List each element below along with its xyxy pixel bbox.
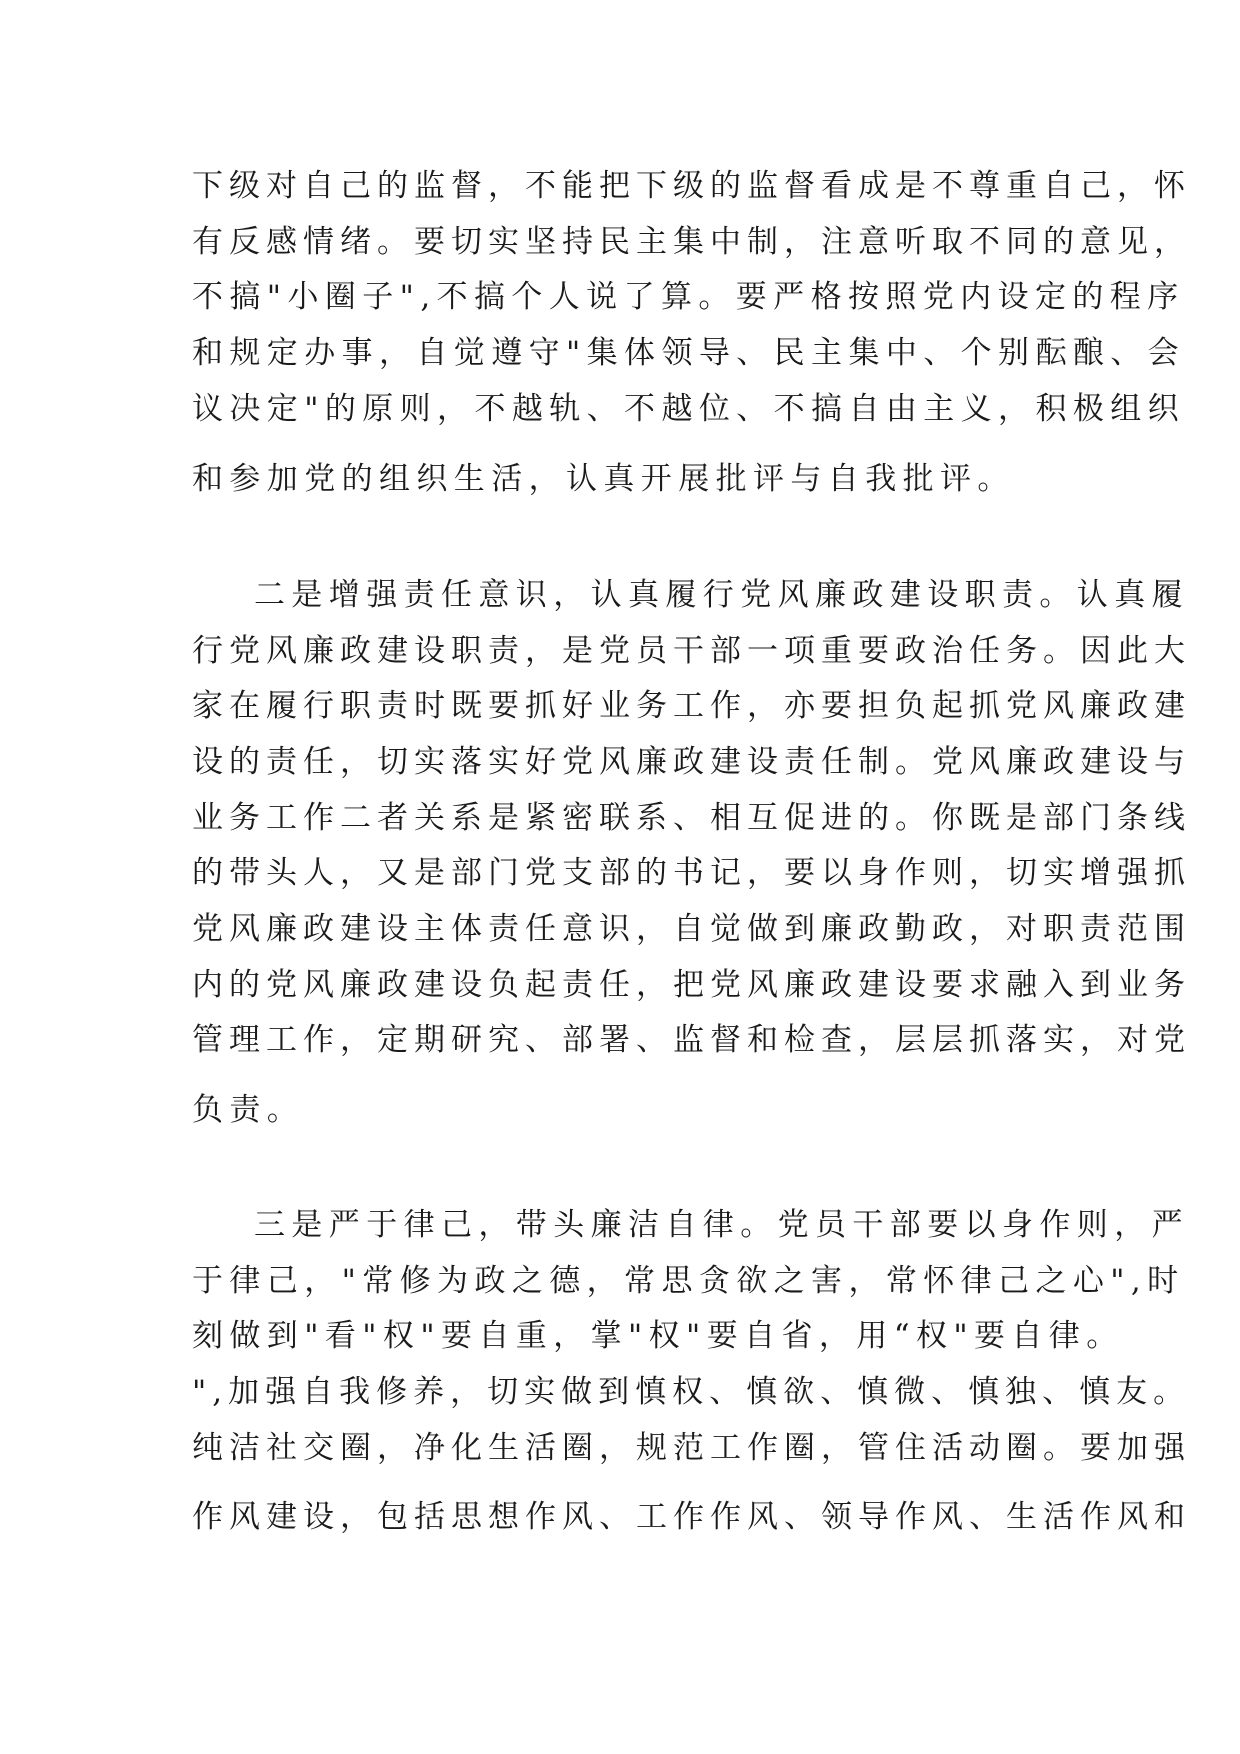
text-line: 负责。 — [192, 1092, 305, 1128]
text-line: 管理工作，定期研究、部署、监督和检查，层层抓落实，对党 — [192, 1022, 1191, 1058]
text-line: 下级对自己的监督，不能把下级的监督看成是不尊重自己，怀 — [192, 168, 1191, 204]
text-line: 设的责任，切实落实好党风廉政建设责任制。党风廉政建设与 — [192, 744, 1191, 780]
text-line: 的带头人，又是部门党支部的书记，要以身作则，切实增强抓 — [192, 855, 1191, 891]
text-line: ",加强自我修养，切实做到慎权、慎欲、慎微、慎独、慎友。 — [192, 1374, 1191, 1410]
text-line: 二是增强责任意识，认真履行党风廉政建设职责。认真履 — [254, 577, 1189, 613]
text-line: 于律己，"常修为政之德，常思贪欲之害，常怀律己之心",时 — [192, 1263, 1185, 1299]
text-line: 行党风廉政建设职责，是党员干部一项重要政治任务。因此大 — [192, 633, 1191, 669]
text-line: 和规定办事，自觉遵守"集体领导、民主集中、个别酝酿、会 — [192, 335, 1186, 371]
text-line: 刻做到"看"权"要自重，掌"权"要自省，用“权"要自律。 — [192, 1318, 1124, 1354]
text-line: 议决定"的原则，不越轨、不越位、不搞自由主义，积极组织 — [192, 391, 1186, 427]
text-line: 有反感情绪。要切实坚持民主集中制，注意听取不同的意见， — [192, 224, 1191, 260]
text-line: 不搞"小圈子",不搞个人说了算。要严格按照党内设定的程序 — [192, 279, 1185, 315]
text-line: 内的党风廉政建设负起责任，把党风廉政建设要求融入到业务 — [192, 967, 1191, 1003]
text-line: 党风廉政建设主体责任意识，自觉做到廉政勤政，对职责范围 — [192, 911, 1191, 947]
text-line: 纯洁社交圈，净化生活圈，规范工作圈，管住活动圈。要加强 — [192, 1430, 1191, 1466]
text-line: 三是严于律己，带头廉洁自律。党员干部要以身作则，严 — [254, 1207, 1189, 1243]
text-line: 业务工作二者关系是紧密联系、相互促进的。你既是部门条线 — [192, 800, 1191, 836]
text-line: 作风建设，包括思想作风、工作作风、领导作风、生活作风和 — [192, 1499, 1191, 1535]
text-line: 和参加党的组织生活，认真开展批评与自我批评。 — [192, 461, 1015, 497]
text-line: 家在履行职责时既要抓好业务工作，亦要担负起抓党风廉政建 — [192, 688, 1191, 724]
